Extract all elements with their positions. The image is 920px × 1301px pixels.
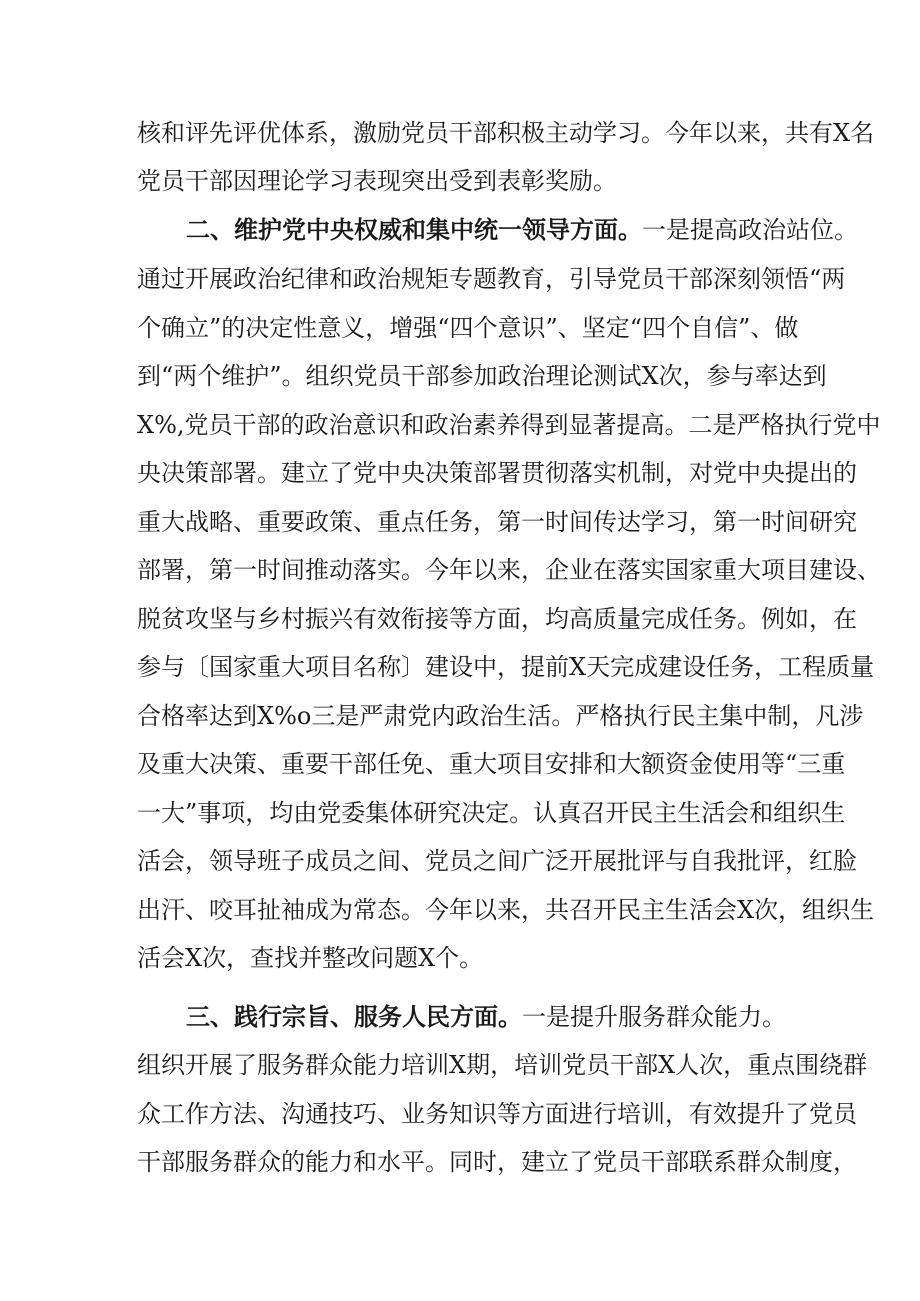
section-3-line: 组织开展了服务群众能力培训X期，培训党员干部X人次，重点围绕群 [137,1051,868,1079]
section-3-line: 干部服务群众的能力和水平。同时，建立了党员干部联系群众制度， [137,1148,857,1176]
section-2-line: 部署，第一时间推动落实。今年以来，企业在落实国家重大项目建设、 [137,556,881,584]
section-2-first-line-rest: 一是提高政治站位。 [642,216,858,244]
section-2-line: 活会X次，查找并整改问题X个。 [137,944,484,972]
paragraph-1-line-2: 党员干部因理论学习表现突出受到表彰奖励。 [137,167,617,195]
section-2-line: 出汗、咬耳扯袖成为常态。今年以来，共召开民主生活会X次，组织生 [137,896,875,924]
section-2-line: 活会，领导班子成员之间、党员之间广泛开展批评与自我批评，红脸 [137,847,857,875]
paragraph-1-line-1: 核和评先评优体系，激励党员干部积极主动学习。今年以来，共有X名 [137,119,875,147]
section-2-line: X%,党员干部的政治意识和政治素养得到显著提高。二是严格执行党中 [137,411,881,439]
section-2-line: 央决策部署。建立了党中央决策部署贯彻落实机制，对党中央提出的 [137,459,857,487]
section-2-line: 个确立”的决定性意义，增强“四个意识”、坚定“四个自信”、做 [137,314,799,342]
section-3-first-line-rest: 一是提升服务群众能力。 [522,1003,786,1031]
section-2-line: 脱贫攻坚与乡村振兴有效衔接等方面，均高质量完成任务。例如，在 [137,605,857,633]
section-2-line: 一大”事项，均由党委集体研究决定。认真召开民主生活会和组织生 [137,799,846,827]
section-3-line: 众工作方法、沟通技巧、业务知识等方面进行培训，有效提升了党员 [137,1100,857,1128]
section-2-heading: 二、维护党中央权威和集中统一领导方面。 [186,215,642,244]
section-2-line: 参与〔国家重大项目名称〕建设中，提前X天完成建设任务，工程质量 [137,653,875,681]
section-2-line: 重大战略、重要政策、重点任务，第一时间传达学习，第一时间研究 [137,508,857,536]
section-2-line: 及重大决策、重要干部任免、重大项目安排和大额资金使用等“三重 [137,750,846,778]
section-3-heading: 三、践行宗旨、服务人民方面。 [186,1002,522,1031]
section-2-line: 合格率达到X%o三是严肃党内政治生活。严格执行民主集中制，凡涉 [137,702,864,730]
section-2-first-line [186,215,858,245]
section-2-line: 到“两个维护”。组织党员干部参加政治理论测试X次，参与率达到 [137,362,827,390]
section-3-first-line [186,1002,797,1032]
section-2-line: 通过开展政治纪律和政治规矩专题教育，引导党员干部深刻领悟“两 [137,265,846,293]
